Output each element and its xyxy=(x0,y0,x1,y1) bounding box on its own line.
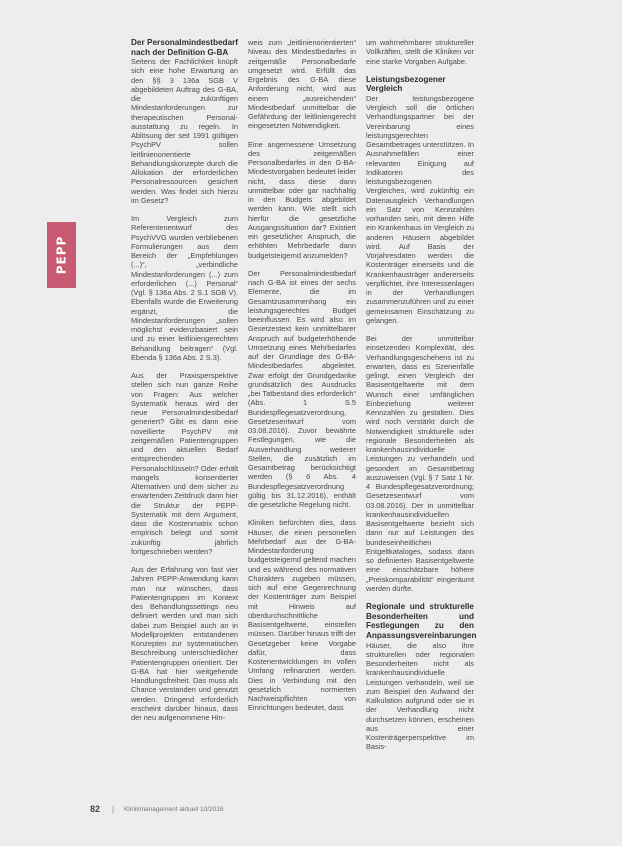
publication-name: Klinikmanagement aktuell 10/2016 xyxy=(124,805,224,813)
section-tab xyxy=(47,222,76,288)
body-paragraph: Bei der unmittelbar einsetzenden Komplexität, des Verhandlungsgeschehens ist zu erwarten, dass es Szenenfälle gelingt, einen Vergleich der Basisentgeltwerte mit dem Wunsch einer umfänglichen Einbeziehung weiterer Kennzahlen zu gestalten. Dies wird noch verstärkt durch die Notwendigkeit strukturelle oder regionale Besonderheiten als krankenhausindividuelle Leistungen zu verhandeln und gesondert im Gesamtbetrag auszuweisen (Vgl. § 7 Satz 1 Nr. 4 Bundespflegesatzverordnung; Gesetzesentwurf vom 03.08.2016). Der in unmittelbar krankenhausindividuellen Basisentgeltwerte bezieht sich dann nur auf Leistungen des bundeseinheitlichen Entgeltkataloges, sodass dann so definierten Basisentgeltwerte eine einschätzbare höhere „Preiskomparabilität“ eingeräumt werden dürfte. xyxy=(366,334,474,593)
section-heading: Regionale und strukturelle Besonderheiten und Festlegungen zu den Anpassungsvereinbarungen xyxy=(366,602,477,640)
body-paragraph: Eine angemessene Umsetzung des zeitgemäßen Personalbedarfes in den G-BA-Mindestvorgaben bedeutet leider nicht, dass diese dann unmittelbar oder gar nachhaltig in den Budgets abgebildet werden kann. Wie stellt sich hierfür die gesetzliche Ausgangssituation dar? Existiert ein gesetzlicher Anspruch, die erhöhten Mehrbedarfe dann budgetsteigernd anzumelden? xyxy=(248,139,356,260)
page-number: 82 xyxy=(90,804,101,814)
body-paragraph: Im Vergleich zum Referentenentwurf des PsychVVG wurden verbliebenen Formulierungen aus dem Bereich der „Empfehlungen (...)“, „verbindliche Mindestanforderungen (...) zum erforderlichen (...) Personal“ (Vgl. § 136a Abs. 2 S.1 SGB V). Ebenfalls wurde die Erweiterung ergänzt, die Mindestanforderungen „sollen möglichst evidenzbasiert sein und zu einer leitliniengerechten Behandlung beitragen“ (Vgl. Ebenda § 136a Abs. 2 S.3). xyxy=(131,214,238,362)
section-heading: Der Personalmindestbedarf nach der Definition G-BA xyxy=(131,38,238,57)
page-footer xyxy=(90,804,223,814)
body-paragraph: Der Personalmindestbedarf nach G-BA ist eines der sechs Elemente, die im Gesamtzusammenhang ein leistungsgerechtes Budget beeinflussen. Es wird also im Gesetzestext kein unmittelbarer Anspruch auf budgeterhöhende Umsetzung eines Mehrbedarfes auf der Grundlage des G-BA-Mindestbedarfes abgeleitet. Zwar erfolgt der Grundgedanke grundsätzlich des Ausdrucks „bei Tatbestand dies erforderlich“ (Abs. 1 S.5 Bundespflegesatzverordnung, Gesetzesentwurf vom 03.08.2016). Zuvor bewährte Festlegungen, wie die Ausverhandlung weiterer Stellen, die zusätzlich im Gesamtbetrag berücksichtigt werden (§ 6 Abs. 4 Bundespflegesatzverordnung gültig bis 31.12.2016), enthält die gesetzliche Regelung nicht. xyxy=(248,268,356,509)
text-column-1 xyxy=(131,38,238,731)
section-heading: Leistungsbezogener Vergleich xyxy=(366,74,446,94)
body-paragraph: Seitens der Fachlichkeit knüpft sich eine hohe Erwartung an den §§ 3 136a SGB V abgebildeten Auftrag des G-BA, die zukünftigen Mindestanforderungen zur therapeutischen Personal-ausstattung zu regeln. In Ablösung der seit 1991 gültigen PsychPV sollen leitlinienorientierte Behandlungskonzepte durch die Allokation der erforderlichen Personalressourcen gesichert werden. Was findet sich hierzu im Gesetz? xyxy=(131,57,238,205)
body-paragraph: weis zum „leitlinienorientierten“ Niveau des Mindestbedarfes in zeitgemäße Personalbedarfe umgesetzt wird. Erfüllt das Ergebnis des G-BA diese Anforderung nicht, wird aus einem „ausreichenden“ Mindestbedarf unmittelbar die Gefährdung der leitliniengerecht eingesetzten Notwendigkeit. xyxy=(248,38,356,131)
body-paragraph: Aus der Praxisperspektive stellen sich nun ganze Reihe von Fragen: Aus welcher Systematik heraus wird der neue Personalmindestbedarf generiert? Gibt es dann eine novellierte PsychPV mit zeitgemäßen Patientengruppen und den aktuellen Bedarf entsprechenden Personalschlüsseln? Oder erhält mangels konsentierter Alternativen und dem sicher zu erwartenden Zeitdruck dann hier die Struktur der PEPP-Systematik mit dem Argument, dass die Kostenmatrix schon empirisch belegt und somit zukünftig jährlich fortgeschrieben werden? xyxy=(131,371,238,556)
text-column-3 xyxy=(366,38,477,761)
body-paragraph: Der leistungsbezogene Vergleich soll die örtlichen Verhandlungspartner bei der Vereinbarung eines leistungsgerechten Gesamtbetrages unterstützen. In Ausnahmefällen einer relevanten Einigung auf Indikatoren des leistungsbezogenen Vergleiches, wird zukünftig ein Datenausgleich Verhandlungen ein Satz von Kennzahlen vorhanden sein, mit deren Hilfe ein Krankenhaus im Vergleich zu anderen Häusern abgebildet wird. Auf Basis der Vorjahresdaten werden die Kostenträger einerseits und die Krankenhausträger andererseits verpflichtet, ihre Interessenlagen in der Verhandlungen zusammenzuführen und zu einer gemeinsamen Einschätzung zu gelangen. xyxy=(366,93,474,325)
footer-separator: | xyxy=(112,804,115,814)
section-tab-label: PEPP xyxy=(54,235,69,275)
body-paragraph: Aus der Erfahrung von fast vier Jahren PEPP-Anwendung kann man nur wünschen, dass Patientengruppen im Kontext des Behandlungssettings neu definiert werden und man sich dabei zum Beispiel auch an in Modellprojekten entstandenen Konzepten zur systematischen Beschreibung unterschiedlicher Patientengruppen orientiert. Der G-BA hat hier weitgehende Handlungsfreiheit. Das muss als Chance verstanden und genutzt werden. Dringend erforderlich erscheint darüber hinaus, dass der neu aufgenommene Hin- xyxy=(131,565,238,723)
body-paragraph: um wahrnehmbarer struktureller Vollkräften, stellt die Kliniken vor eine starke Vorgaben Aufgabe. xyxy=(366,38,474,66)
text-column-2 xyxy=(248,38,356,722)
body-paragraph: Kliniken befürchten dies, dass Häuser, die einen personellen Mehrbedarf aus der G-BA-Mindestanforderung budgetsteigernd geltend machen und es während des normativen Charakters zugeben müssen, sich auf eine Gegenrechnung der Kostenträger zum Beispiel mit Hinweis auf überdurchschnittliche Basisentgeltwerte, einstellen müssen. Darüber hinaus trifft der Gesetzgeber keine Vorgabe dafür, dass Kostenentwicklungen im vollen Umfang refinanziert werden. Dies in Verbindung mit den gesetzlich normierten Nachweispflichten von Einrichtungen bedeutet, dass xyxy=(248,518,356,713)
body-paragraph: Häuser, die also ihre strukturellen oder regionalen Besonderheiten nicht als krankenhausindividuelle Leistungen verhandeln, weil sie zum Beispiel den Aufwand der Kalkulation aufgrund oder sie in der Verhandlung nicht durchsetzen können, erscheinen aus einer Kostenträgerperspektive im Basis- xyxy=(366,640,474,752)
